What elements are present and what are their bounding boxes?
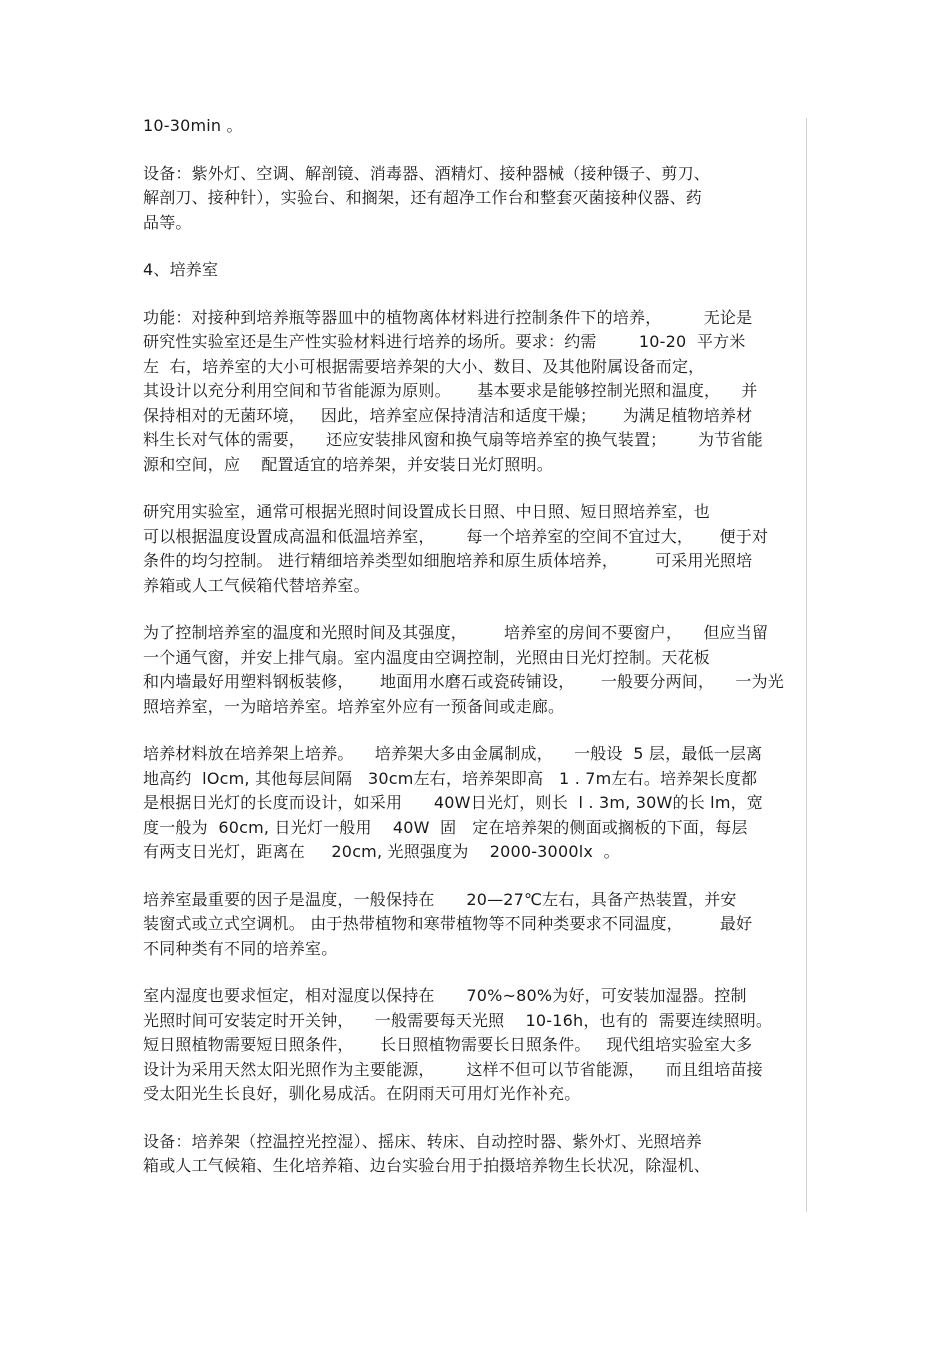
text-line: 受太阳光生长良好，驯化易成活。在阴雨天可用灯光作补充。 <box>143 1084 581 1103</box>
text-line: 照培养室，一为暗培养室。培养室外应有一预备间或走廊。 <box>143 696 565 716</box>
text-line: 一个通气窗，并安上排气扇。室内温度由空调控制，光照由日光灯控制。天花板 <box>143 647 711 667</box>
text-line: 有两支日光灯，距离在 20cm, 光照强度为 2000-3000lx 。 <box>143 842 620 861</box>
paragraph <box>143 306 805 478</box>
text-line: 功能：对接种到培养瓶等器皿中的植物离体材料进行控制条件下的培养， 无论是 <box>143 307 753 327</box>
text-line: 料生长对气体的需要， 还应安装排风窗和换气扇等培养室的换气装置； 为节省能 <box>143 430 763 449</box>
paragraph <box>143 162 805 236</box>
paragraph <box>143 621 805 719</box>
paragraph <box>143 984 805 1107</box>
text-line: 培养室最重要的因子是温度，一般保持在 20—27℃左右，具备产热装置，并安 <box>143 889 737 909</box>
text-line: 养箱或人工气候箱代替培养室。 <box>143 575 370 595</box>
text-line: 箱或人工气候箱、生化培养箱、边台实验台用于拍摄培养物生长状况，除湿机、 <box>143 1156 711 1175</box>
text-line: 短日照植物需要短日照条件， 长日照植物需要长日照条件。 现代组培实验室大多 <box>143 1035 753 1054</box>
text-line: 研究性实验室还是生产性实验材料进行培养的场所。要求：约需 10-20 平方米 <box>143 332 746 351</box>
text-line: 保持相对的无菌环境， 因此，培养室应保持清洁和适度干燥； 为满足植物培养材 <box>143 405 753 425</box>
text-line: 装窗式或立式空调机。 由于热带植物和寒带植物等不同种类要求不同温度， 最好 <box>143 914 753 933</box>
text-line: 是根据日光灯的长度而设计，如采用 40W日光灯，则长 l . 3m, 30W的长 lm，宽 <box>143 793 764 812</box>
paragraph <box>143 742 805 865</box>
text-line: 设备：紫外灯、空调、解剖镜、消毒器、酒精灯、接种器械（接种镊子、剪刀、 <box>143 163 711 183</box>
paragraph <box>143 500 805 598</box>
text-line: 解剖刀、接种针），实验台、和搁架，还有超净工作台和整套灭菌接种仪器、药 <box>143 188 703 207</box>
text-line: 度一般为 60cm, 日光灯一般用 40W 固 定在培养架的侧面或搁板的下面，每层 <box>143 817 748 837</box>
paragraph <box>143 888 805 962</box>
text-line: 源和空间，应 配置适宜的培养架，并安装日光灯照明。 <box>143 454 553 474</box>
text-line: 和内墙最好用塑料钢板装修， 地面用水磨石或瓷砖铺设， 一般要分两间， 一为光 <box>143 672 785 691</box>
page-edge-line <box>806 118 807 1212</box>
text-line: 为了控制培养室的温度和光照时间及其强度， 培养室的房间不要窗户， 但应当留 <box>143 623 769 642</box>
text-line: 10-30min 。 <box>143 116 243 135</box>
paragraph <box>143 114 805 139</box>
text-line: 不同种类有不同的培养室。 <box>143 938 338 958</box>
text-line: 地高约 lOcm, 其他每层间隔 30cm左右，培养架即高 1 . 7m左右。培养架长度都 <box>143 768 758 788</box>
text-line: 左 右，培养室的大小可根据需要培养架的大小、数目、及其他附属设备而定， <box>143 356 705 376</box>
text-line: 光照时间可安装定时开关钟， 一般需要每天光照 10-16h，也有的 需要连续照明。 <box>143 1010 773 1030</box>
document-body <box>143 114 805 1202</box>
text-line: 培养材料放在培养架上培养。 培养架大多由金属制成， 一般设 5 层，最低一层离 <box>143 744 763 763</box>
text-line: 设备：培养架（控温控光控湿）、摇床、转床、自动控时器、紫外灯、光照培养 <box>143 1131 703 1151</box>
text-line: 条件的均匀控制。 进行精细培养类型如细胞培养和原生质体培养， 可采用光照培 <box>143 551 753 570</box>
paragraph <box>143 1130 805 1179</box>
text-line: 设计为采用天然太阳光照作为主要能源， 这样不但可以节省能源， 而且组培苗接 <box>143 1059 763 1079</box>
section-heading <box>143 258 805 283</box>
text-line: 室内湿度也要求恒定，相对湿度以保持在 70%~80%为好，可安装加湿器。控制 <box>143 986 747 1005</box>
text-line: 其设计以充分利用空间和节省能源为原则。 基本要求是能够控制光照和温度， 并 <box>143 381 758 400</box>
text-line: 研究用实验室，通常可根据光照时间设置成长日照、中日照、短日照培养室，也 <box>143 502 711 521</box>
text-line: 4、培养室 <box>143 260 219 279</box>
text-line: 品等。 <box>143 212 192 232</box>
text-line: 可以根据温度设置成高温和低温培养室， 每一个培养室的空间不宜过大， 便于对 <box>143 526 769 546</box>
